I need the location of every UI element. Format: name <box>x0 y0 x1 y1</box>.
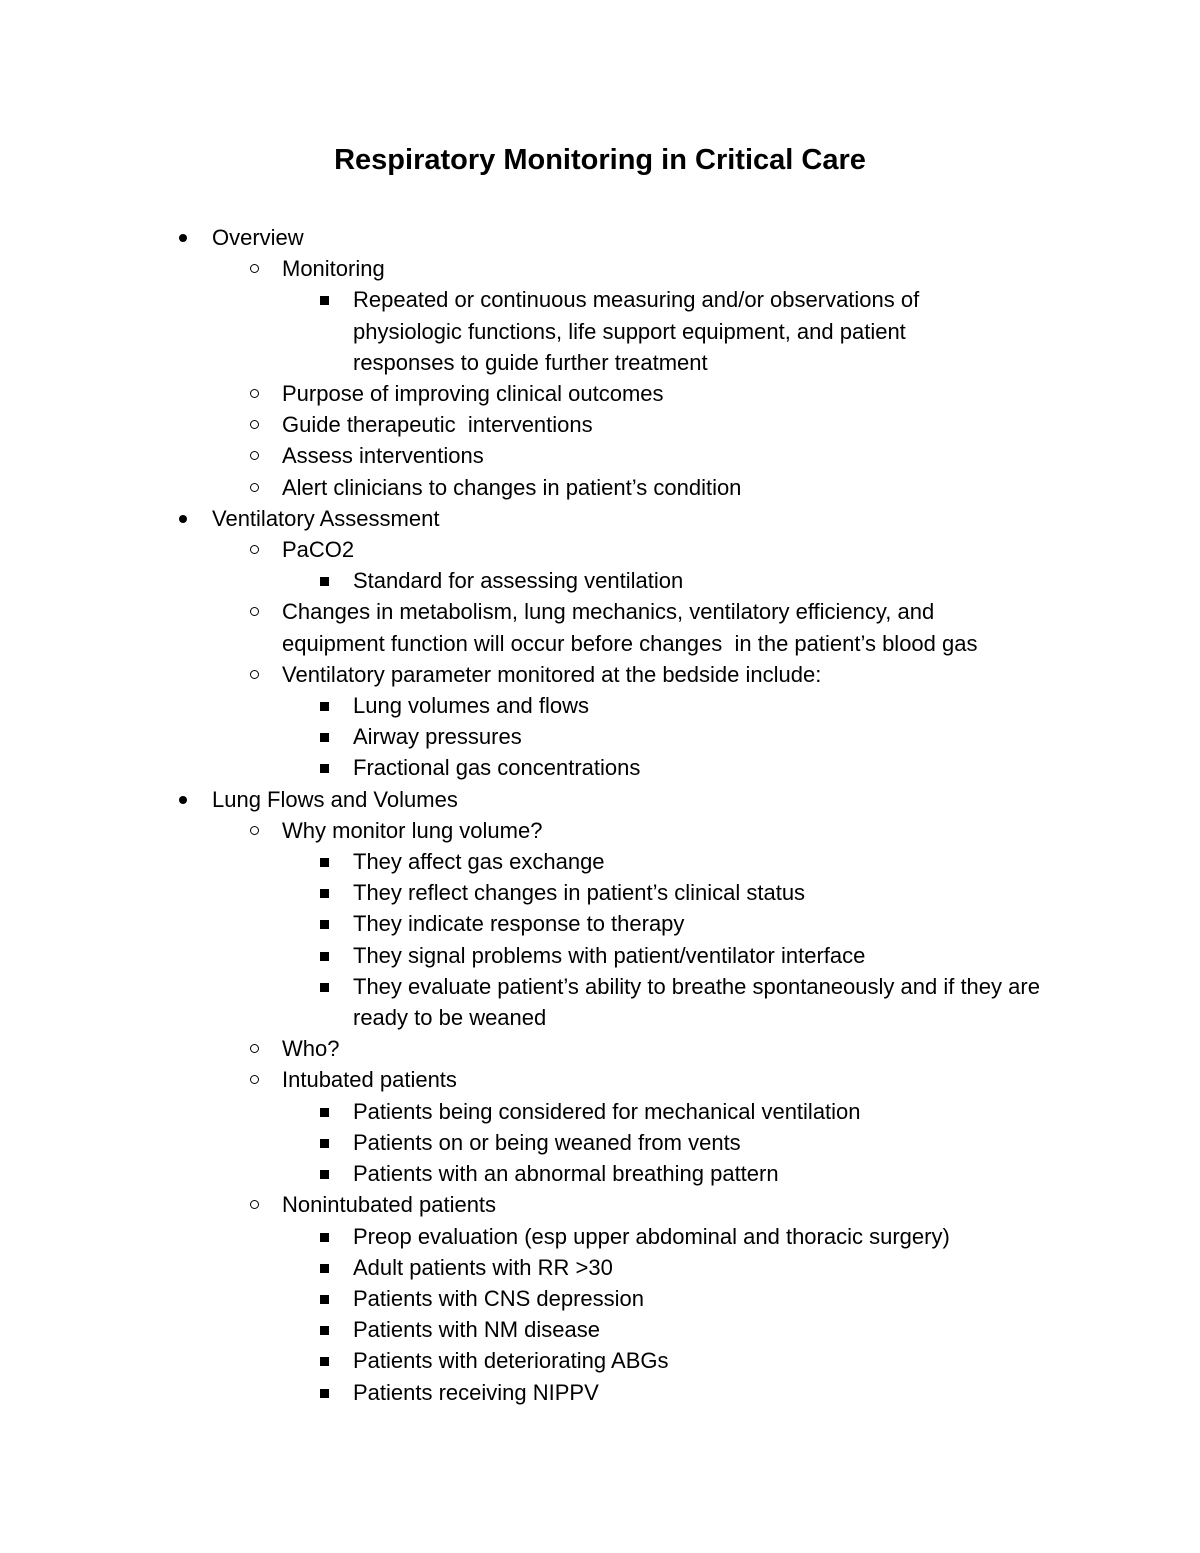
outline-item-airway-pressures: Airway pressures <box>353 721 1073 752</box>
outline-item-preop: Preop evaluation (esp upper abdominal and thoracic surgery) <box>353 1221 1073 1252</box>
outline-item-cns-depression: Patients with CNS depression <box>353 1283 1073 1314</box>
hollow-circle-bullet-icon <box>250 451 259 460</box>
square-bullet-icon <box>320 1389 329 1398</box>
outline-item-mechanical-ventilation: Patients being considered for mechanical ventilation <box>353 1096 1073 1127</box>
outline-item-paco2: PaCO2 <box>282 534 1072 565</box>
hollow-circle-bullet-icon <box>250 545 259 554</box>
outline-item-lung-flows-volumes: Lung Flows and Volumes <box>212 784 1072 815</box>
outline-item-changes: Changes in metabolism, lung mechanics, ventilatory efficiency, and equipment function will occur before changes in the patient’s blood gas <box>282 596 1042 658</box>
outline-item-gas-exchange: They affect gas exchange <box>353 846 1073 877</box>
hollow-circle-bullet-icon <box>250 264 259 273</box>
filled-circle-bullet-icon <box>179 796 187 804</box>
outline-item-nonintubated: Nonintubated patients <box>282 1189 1072 1220</box>
hollow-circle-bullet-icon <box>250 1200 259 1209</box>
hollow-circle-bullet-icon <box>250 1044 259 1053</box>
hollow-circle-bullet-icon <box>250 826 259 835</box>
square-bullet-icon <box>320 983 329 992</box>
outline-item-weaning-readiness: They evaluate patient’s ability to breathe spontaneously and if they are ready to be weaned <box>353 971 1053 1033</box>
outline-item-who: Who? <box>282 1033 1072 1064</box>
square-bullet-icon <box>320 889 329 898</box>
square-bullet-icon <box>320 1326 329 1335</box>
square-bullet-icon <box>320 1295 329 1304</box>
square-bullet-icon <box>320 296 329 305</box>
outline-item-purpose: Purpose of improving clinical outcomes <box>282 378 1072 409</box>
hollow-circle-bullet-icon <box>250 420 259 429</box>
square-bullet-icon <box>320 764 329 773</box>
filled-circle-bullet-icon <box>179 234 187 242</box>
outline-item-nippv: Patients receiving NIPPV <box>353 1377 1073 1408</box>
outline-item-parameters: Ventilatory parameter monitored at the bedside include: <box>282 659 1072 690</box>
hollow-circle-bullet-icon <box>250 670 259 679</box>
outline-item-fractional-gas: Fractional gas concentrations <box>353 752 1073 783</box>
square-bullet-icon <box>320 1108 329 1117</box>
outline-item-interface-problems: They signal problems with patient/ventilator interface <box>353 940 1073 971</box>
square-bullet-icon <box>320 920 329 929</box>
filled-circle-bullet-icon <box>179 515 187 523</box>
square-bullet-icon <box>320 1139 329 1148</box>
outline-item-weaned-vents: Patients on or being weaned from vents <box>353 1127 1073 1158</box>
square-bullet-icon <box>320 733 329 742</box>
document-title: Respiratory Monitoring in Critical Care <box>334 144 866 176</box>
outline-item-monitoring: Monitoring <box>282 253 1072 284</box>
outline-item-monitoring-definition: Repeated or continuous measuring and/or observations of physiologic functions, life support equipment, and patient responses to guide further treatment <box>353 284 973 378</box>
outline-item-nm-disease: Patients with NM disease <box>353 1314 1073 1345</box>
hollow-circle-bullet-icon <box>250 607 259 616</box>
square-bullet-icon <box>320 702 329 711</box>
hollow-circle-bullet-icon <box>250 1075 259 1084</box>
hollow-circle-bullet-icon <box>250 483 259 492</box>
outline-item-rr-30: Adult patients with RR >30 <box>353 1252 1073 1283</box>
square-bullet-icon <box>320 952 329 961</box>
hollow-circle-bullet-icon <box>250 389 259 398</box>
outline-item-ventilatory-assessment: Ventilatory Assessment <box>212 503 1072 534</box>
outline-item-intubated: Intubated patients <box>282 1064 1072 1095</box>
square-bullet-icon <box>320 1233 329 1242</box>
outline-item-deteriorating-abgs: Patients with deteriorating ABGs <box>353 1345 1073 1376</box>
outline-list <box>0 222 1200 1408</box>
square-bullet-icon <box>320 1357 329 1366</box>
outline-item-alert-clinicians: Alert clinicians to changes in patient’s condition <box>282 472 1072 503</box>
outline-item-response-therapy: They indicate response to therapy <box>353 908 1073 939</box>
outline-item-lung-volumes-flows: Lung volumes and flows <box>353 690 1073 721</box>
outline-item-assess-interventions: Assess interventions <box>282 440 1072 471</box>
square-bullet-icon <box>320 577 329 586</box>
outline-item-paco2-standard: Standard for assessing ventilation <box>353 565 1073 596</box>
square-bullet-icon <box>320 1264 329 1273</box>
outline-item-clinical-status: They reflect changes in patient’s clinical status <box>353 877 1073 908</box>
square-bullet-icon <box>320 1170 329 1179</box>
outline-item-guide-interventions: Guide therapeutic interventions <box>282 409 1072 440</box>
outline-item-why-monitor: Why monitor lung volume? <box>282 815 1072 846</box>
square-bullet-icon <box>320 858 329 867</box>
outline-item-overview: Overview <box>212 222 1072 253</box>
outline-item-abnormal-breathing: Patients with an abnormal breathing pattern <box>353 1158 1073 1189</box>
